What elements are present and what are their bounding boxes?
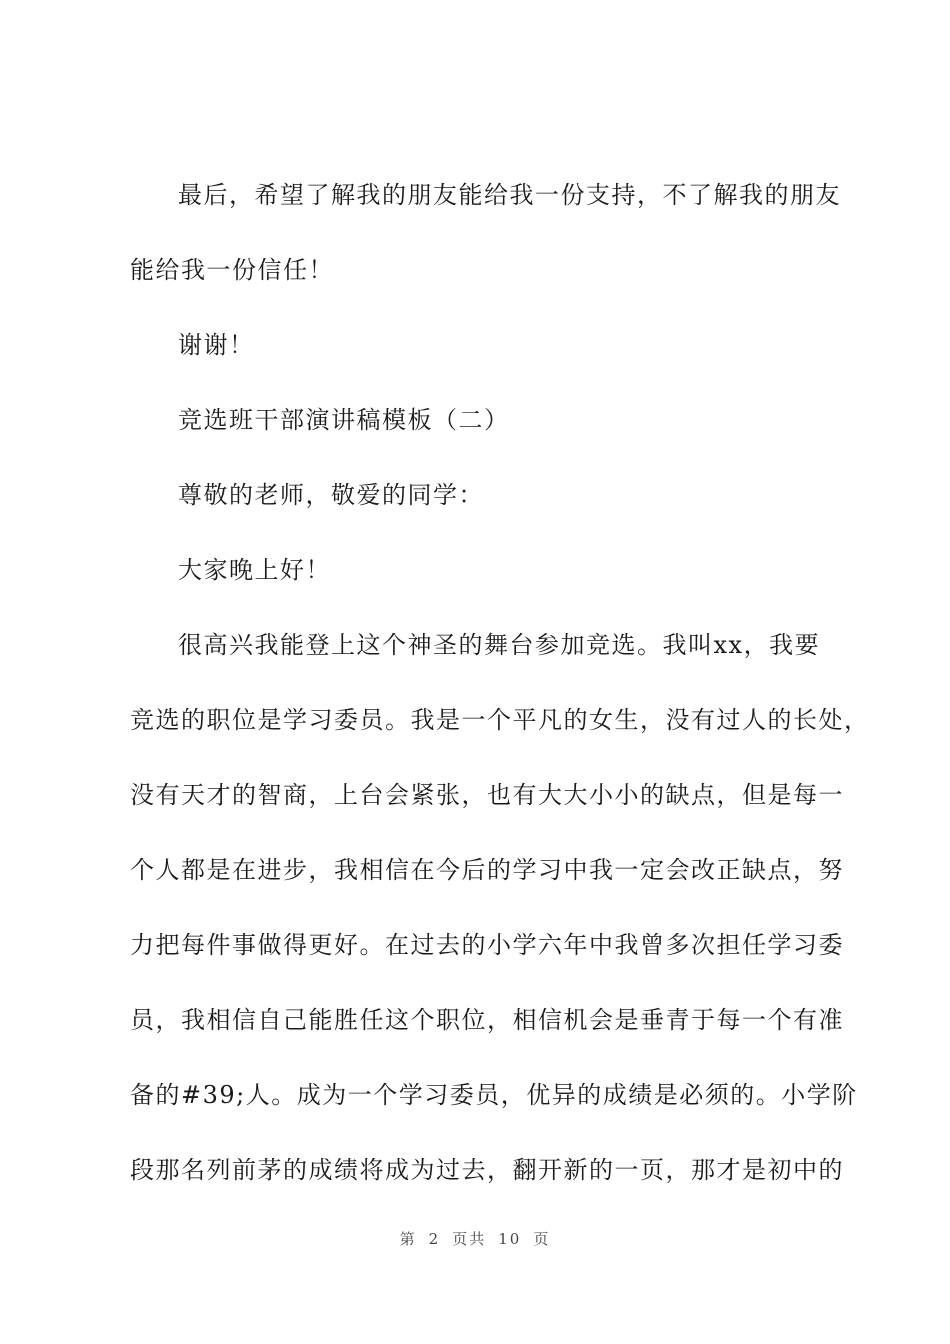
- paragraph-line: 力把每件事做得更好。在过去的小学六年中我曾多次担任学习委: [130, 931, 844, 959]
- paragraph-line: 没有天才的智商，上台会紧张，也有大大小小的缺点，但是每一: [130, 781, 844, 809]
- paragraph-line: 个人都是在进步，我相信在今后的学习中我一定会改正缺点，努: [130, 856, 844, 884]
- footer-suffix: 页: [533, 1230, 551, 1248]
- paragraph-line: 备的#39;人。成为一个学习委员，优异的成绩是必须的。小学阶: [130, 1081, 858, 1109]
- page-total: 10: [498, 1230, 522, 1248]
- paragraph-line: 竞选的职位是学习委员。我是一个平凡的女生，没有过人的长处，: [130, 706, 870, 734]
- paragraph-line: 员，我相信自己能胜任这个职位，相信机会是垂青于每一个有准: [130, 1006, 844, 1034]
- paragraph-line: 谢谢！: [178, 331, 255, 359]
- paragraph-line: 段那名列前茅的成绩将成为过去，翻开新的一页，那才是初中的: [130, 1156, 844, 1184]
- page-footer: [0, 1228, 950, 1249]
- paragraph-line: 能给我一份信任！: [130, 256, 334, 284]
- section-heading: 竞选班干部演讲稿模板（二）: [178, 406, 510, 434]
- paragraph-line: 很高兴我能登上这个神圣的舞台参加竞选。我叫xx，我要: [178, 631, 821, 659]
- salutation: 尊敬的老师，敬爱的同学：: [178, 481, 484, 509]
- greeting: 大家晚上好！: [178, 556, 331, 584]
- paragraph-line: 最后，希望了解我的朋友能给我一份支持，不了解我的朋友: [178, 181, 841, 209]
- footer-middle: 页共: [452, 1230, 487, 1248]
- page-number: 2: [428, 1230, 441, 1248]
- footer-prefix: 第: [399, 1230, 417, 1248]
